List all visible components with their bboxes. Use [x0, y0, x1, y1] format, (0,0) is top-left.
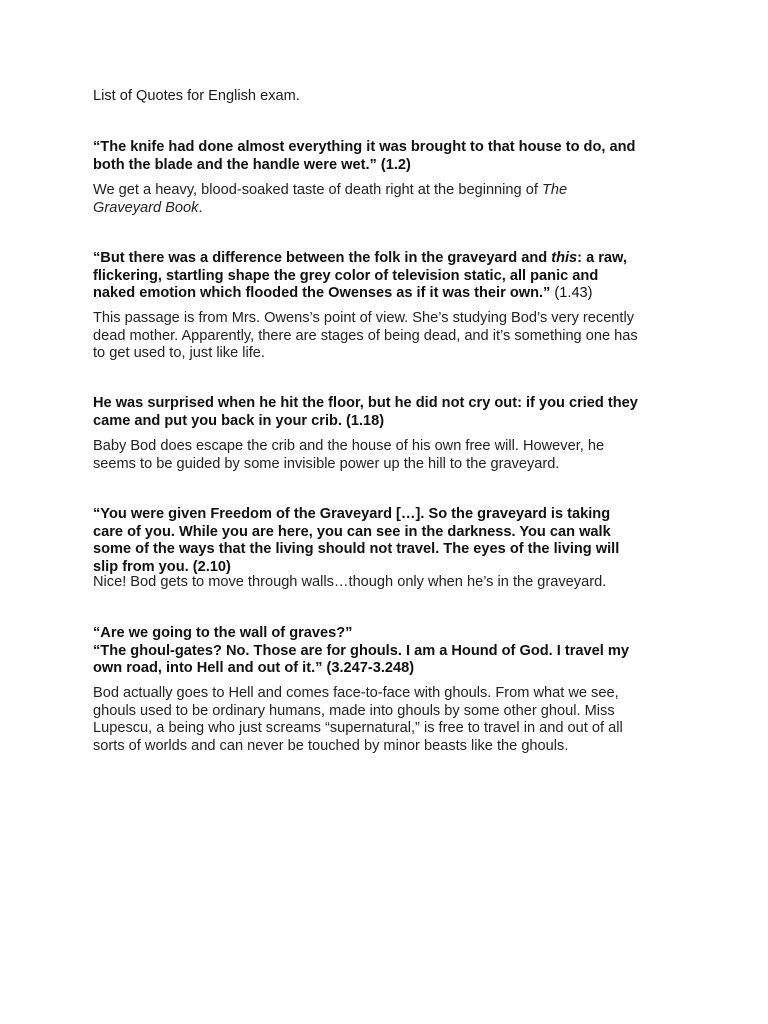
comment-1-line-2 [93, 200, 693, 218]
quote-2-emphasis: this [551, 250, 578, 266]
quote-1-line-1: “The knife had done almost everything it was brought to that house to do, and [93, 139, 636, 155]
quote-3-line-2: came and put you back in your crib. (1.18) [93, 412, 385, 429]
quote-1 [93, 139, 683, 174]
comment-1 [93, 182, 693, 217]
comment-4 [93, 574, 693, 592]
quote-2-line-2: flickering, startling shape the grey color of television static, all panic and [93, 267, 599, 284]
comment-4-line-1: Nice! Bod gets to move through walls…though only when he’s in the graveyard. [93, 574, 607, 590]
comment-2-line-3: to get used to, just like life. [93, 345, 265, 361]
quote-4-line-1: “You were given Freedom of the Graveyard […]. So the graveyard is taking [93, 506, 611, 522]
quote-2 [93, 250, 683, 303]
comment-3-line-2: seems to be guided by some invisible power up the hill to the graveyard. [93, 455, 560, 472]
quote-1-line-2: both the blade and the handle were wet.” (1.2) [93, 156, 411, 173]
quote-5-line-3: own road, into Hell and out of it.” (3.247-3.248) [93, 660, 415, 676]
comment-3-line-1: Baby Bod does escape the crib and the house of his own free will. However, he [93, 438, 605, 454]
quote-5-line-1: “Are we going to the wall of graves?” [93, 625, 353, 641]
quote-4-line-4: slip from you. (2.10) [93, 558, 231, 575]
quote-2-line-1 [93, 250, 683, 268]
comment-1-line-1 [93, 182, 693, 200]
quote-4 [93, 506, 683, 576]
comment-2 [93, 310, 693, 363]
quote-3-line-1: He was surprised when he hit the floor, but he did not cry out: if you cried they [93, 395, 638, 411]
quote-5-line-2: “The ghoul-gates? No. Those are for ghouls. I am a Hound of God. I travel my [93, 642, 629, 659]
comment-5-line-4: sorts of worlds and can never be touched by minor beasts like the ghouls. [93, 737, 569, 754]
comment-2-line-1: This passage is from Mrs. Owens’s point of view. She’s studying Bod’s very recently [93, 310, 635, 326]
comment-1-text: We get a heavy, blood-soaked taste of death right at the beginning of [93, 182, 542, 198]
comment-1-book-title-part-2: Graveyard Book [93, 199, 199, 216]
comment-5 [93, 685, 693, 755]
quote-2-line-3-text: naked emotion which flooded the Owenses as if it was their own.” [93, 285, 551, 301]
document-title: List of Quotes for English exam. [93, 88, 300, 104]
quote-2-citation: (1.43) [550, 285, 593, 301]
quote-2-line-1-pre: “But there was a difference between the folk in the graveyard and [93, 250, 552, 266]
comment-1-period: . [198, 199, 203, 216]
quote-4-line-2: care of you. While you are here, you can see in the darkness. You can walk [93, 523, 611, 540]
quote-2-line-3 [93, 285, 683, 303]
quote-4-line-3: some of the ways that the living should not travel. The eyes of the living will [93, 541, 620, 557]
comment-5-line-3: Lupescu, a being who just screams “supernatural,” is free to travel in and out of all [93, 720, 623, 736]
quote-5 [93, 625, 683, 678]
comment-5-line-1: Bod actually goes to Hell and comes face-to-face with ghouls. From what we see, [93, 685, 619, 701]
quote-3 [93, 395, 683, 430]
comment-3 [93, 438, 693, 473]
comment-5-line-2: ghouls used to be ordinary humans, made into ghouls by some other ghoul. Miss [93, 702, 615, 719]
comment-1-book-title-part-1: The [541, 182, 568, 198]
comment-2-line-2: dead mother. Apparently, there are stages of being dead, and it’s something one has [93, 327, 638, 344]
quote-2-line-1-post: : a raw, [577, 250, 627, 266]
